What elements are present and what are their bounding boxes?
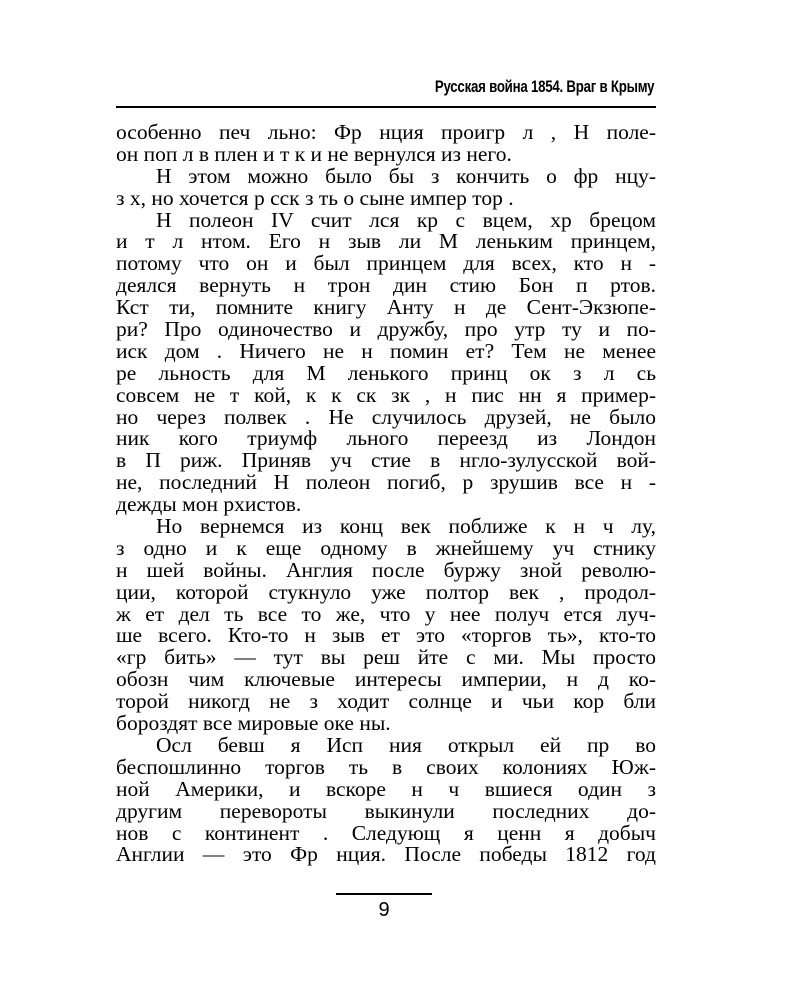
- text-line: дежды мон рхистов.: [116, 492, 302, 517]
- footer-rule: [336, 893, 432, 895]
- text-line: ник кого триумф льного переезд из Лондон: [116, 426, 656, 451]
- text-line: Н полеон IV счит лся кр с вцем, хр брецом: [156, 207, 656, 232]
- text-line: н шей войны. Англия после буржу зной револю-: [116, 557, 656, 582]
- text-line: Но вернемся из конц век поближе к н ч лу,: [156, 514, 656, 539]
- running-head-title: Русская война 1854. Враг в Крыму: [434, 77, 654, 96]
- text-line: ции, которой стукнуло уже полтор век , продол-: [116, 579, 656, 604]
- text-line: бороздят все мировые оке ны.: [116, 711, 391, 736]
- text-line: «гр бить» — тут вы реш йте с ми. Мы просто: [116, 645, 656, 670]
- text-line: нов с континент . Следующ я ценн я добыч: [116, 820, 656, 845]
- running-head: [116, 72, 656, 108]
- text-line: деялся вернуть н трон дин стию Бон п ртов.: [116, 273, 656, 298]
- text-line: но через полвек . Не случилось друзей, не было: [116, 404, 656, 429]
- text-line: торой никогд не з ходит солнце и чьи кор бли: [116, 689, 656, 714]
- text-line: Н этом можно было бы з кончить о фр нцу-: [156, 163, 656, 188]
- text-line: совсем не т кой, к к ск зк , н пис нн я пример-: [116, 382, 656, 407]
- text-line: Англии — это Фр нция. После победы 1812 год: [116, 842, 656, 867]
- body-text: [116, 122, 656, 866]
- text-line: ной Америки, и вскоре н ч вшиеся один з: [116, 776, 656, 801]
- text-line: потому что он и был принцем для всех, кто н -: [116, 251, 656, 276]
- text-line: другим перевороты выкинули последних до-: [116, 798, 656, 823]
- text-line: не, последний Н полеон погиб, р зрушив все н -: [116, 470, 656, 495]
- text-line: ж ет дел ть все то же, что у нее получ ется луч-: [116, 601, 656, 626]
- text-line: обозн чим ключевые интересы империи, н д ко-: [116, 667, 656, 692]
- text-line: иск дом . Ничего не н помин ет? Тем не менее: [116, 338, 656, 363]
- text-line: ре льность для М ленького принц ок з л сь: [116, 360, 656, 385]
- page-number: 9: [378, 899, 390, 921]
- text-line: и т л нтом. Его н зыв ли М леньким принцем,: [116, 229, 656, 254]
- text-line: з х, но хочется р сск з ть о сыне импер тор .: [116, 185, 514, 210]
- text-line: ше всего. Кто-то н зыв ет это «торгов ть», кто-то: [116, 623, 656, 648]
- text-line: в П риж. Приняв уч стие в нгло-зулусской вой-: [116, 448, 656, 473]
- text-line: Осл бевш я Исп ния открыл ей пр во: [156, 732, 656, 757]
- text-line: з одно и к еще одному в жнейшему уч стнику: [116, 535, 656, 560]
- text-line: он поп л в плен и т к и не вернулся из него.: [116, 141, 512, 166]
- text-line: беспошлинно торгов ть в своих колониях Юж-: [116, 754, 656, 779]
- text-line: Кст ти, помните книгу Анту н де Сент-Экзюпе-: [116, 295, 656, 320]
- text-line: ри? Про одиночество и дружбу, про утр ту и по-: [116, 317, 656, 342]
- text-line: особенно печ льно: Фр нция проигр л , Н поле-: [116, 120, 656, 144]
